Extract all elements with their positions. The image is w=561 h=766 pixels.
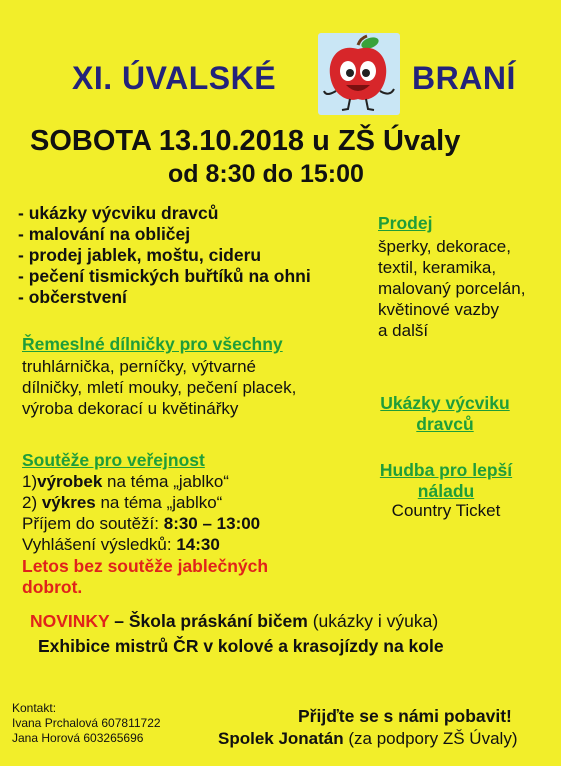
prodej-line: textil, keramika,	[378, 258, 497, 277]
list-item: - ukázky výcviku dravců	[18, 203, 219, 223]
souteze-heading: Soutěže pro veřejnost	[22, 450, 205, 470]
prodej-line: malovaný porcelán,	[378, 279, 526, 298]
title-left: XI. ÚVALSKÉ	[72, 60, 277, 96]
band-name: Country Ticket	[391, 501, 501, 520]
apple-mascot-icon	[318, 33, 400, 115]
invite-text: Přijďte se s námi pobavit!	[298, 706, 512, 726]
exhibice-line: Exhibice mistrů ČR v kolové a krasojízdy na kole	[38, 636, 444, 656]
contact-line: Jana Horová 603265696	[12, 731, 144, 745]
souteze-line-4: Vyhlášení výsledků: 14:30	[22, 535, 220, 554]
time-line: od 8:30 do 15:00	[168, 160, 364, 188]
novinky-line: NOVINKY – Škola práskání bičem (ukázky i výuka)	[30, 611, 439, 631]
remesla-heading: Řemeslné dílničky pro všechny	[22, 334, 283, 354]
prodej-line: šperky, dekorace,	[378, 237, 511, 256]
souteze-note: Letos bez soutěže jablečných dobrot.	[22, 556, 269, 597]
prodej-line: květinové vazby	[378, 300, 499, 319]
souteze-line-1: 1)výrobek na téma „jablko“	[22, 472, 229, 491]
organizer-line: Spolek Jonatán (za podpory ZŠ Úvaly)	[218, 729, 518, 748]
remesla-line: truhlárnička, perníčky, výtvarné	[22, 357, 256, 376]
contact-block	[12, 701, 161, 746]
prodej-text	[378, 236, 525, 341]
list-item: - občerstvení	[18, 287, 127, 307]
souteze-line-2: 2) výkres na téma „jablko“	[22, 493, 223, 512]
prodej-heading: Prodej	[378, 213, 433, 233]
remesla-text	[22, 356, 296, 419]
activity-list	[18, 203, 311, 308]
novinky-label: NOVINKY	[30, 611, 110, 631]
contact-heading: Kontakt:	[12, 701, 57, 715]
list-item: - prodej jablek, moštu, cideru	[18, 245, 262, 265]
contact-line: Ivana Prchalová 607811722	[12, 716, 161, 730]
date-line: SOBOTA 13.10.2018 u ZŠ Úvaly	[30, 125, 461, 157]
remesla-line: výroba dekorací u květinářky	[22, 399, 239, 418]
title-right: BRANÍ	[412, 60, 516, 96]
list-item: - pečení tismických buřtíků na ohni	[18, 266, 311, 286]
prodej-line: a další	[378, 321, 429, 340]
souteze-line-3: Příjem do soutěží: 8:30 – 13:00	[22, 514, 261, 533]
souteze-text	[22, 471, 260, 555]
remesla-line: dílničky, mletí mouky, pečení placek,	[22, 378, 297, 397]
list-item: - malování na obličej	[18, 224, 191, 244]
ukazky-heading: Ukázky výcviku dravců	[380, 393, 510, 434]
hudba-heading: Hudba pro lepší náladu	[379, 460, 513, 501]
